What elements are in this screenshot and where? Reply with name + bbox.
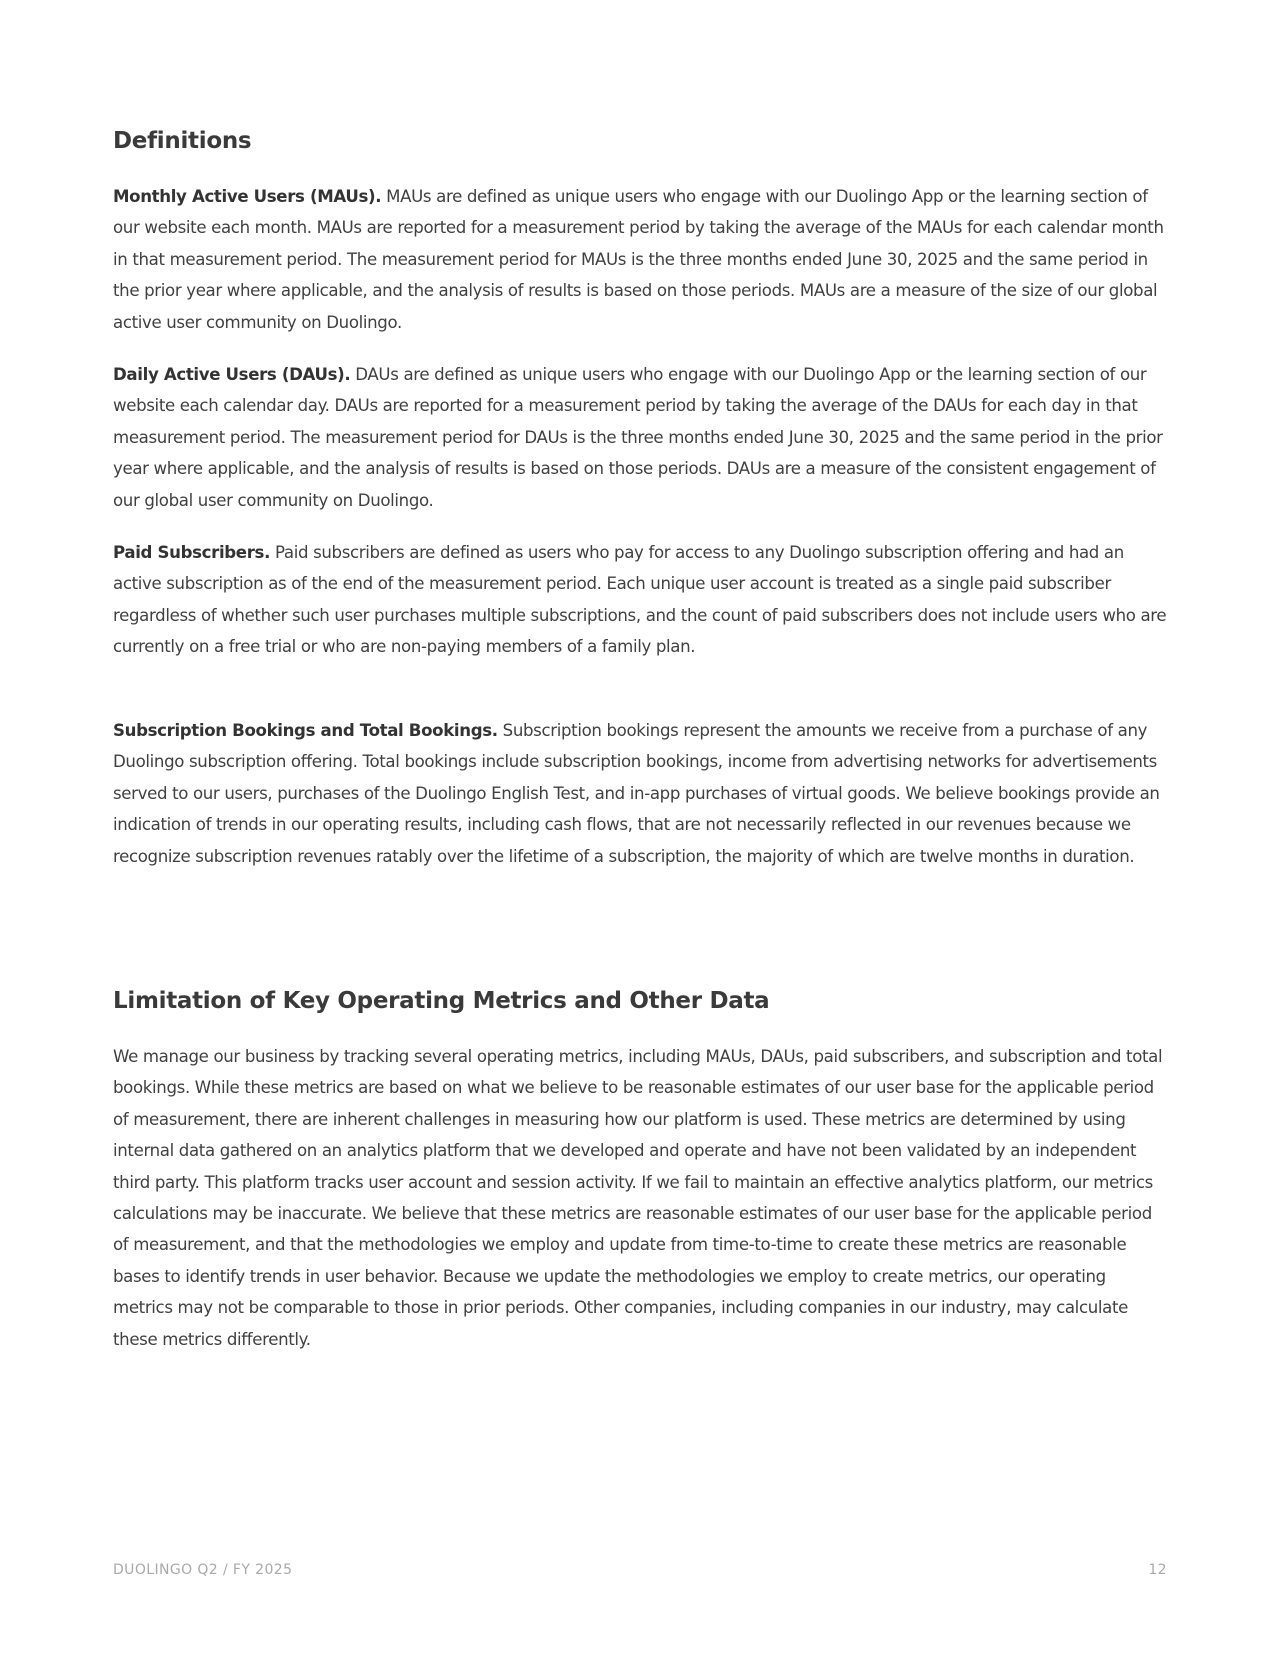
definition-term: Daily Active Users (DAUs). <box>113 365 351 384</box>
definition-daus <box>113 359 1167 516</box>
limitation-paragraph: We manage our business by tracking several operating metrics, including MAUs, DAUs, paid subscribers, and subscription and total bookings. While these metrics are based on what we believe to be reasonable estimates of our user base for the applicable period of measurement, there are inherent challenges in measuring how our platform is used. These metrics are determined by using internal data gathered on an analytics platform that we developed and operate and have not been validated by an independent third party. This platform tracks user account and session activity. If we fail to maintain an effective analytics platform, our metrics calculations may be inaccurate. We believe that these metrics are reasonable estimates of our user base for the applicable period of measurement, and that the methodologies we employ and update from time-to-time to create these metrics are reasonable bases to identify trends in user behavior. Because we update the methodologies we employ to create metrics, our operating metrics may not be comparable to those in prior periods. Other companies, including companies in our industry, may calculate these metrics differently. <box>113 1047 1163 1349</box>
definition-text: DAUs are defined as unique users who engage with our Duolingo App or the learning section of our website each calendar day. DAUs are reported for a measurement period by taking the average of the DAUs for each day in that measurement period. The measurement period for DAUs is the three months ended June 30, 2025 and the same period in the prior year where applicable, and the analysis of results is based on those periods. DAUs are a measure of the consistent engagement of our global user community on Duolingo. <box>113 365 1163 510</box>
definition-maus <box>113 181 1167 338</box>
definition-term: Subscription Bookings and Total Bookings. <box>113 721 498 740</box>
definitions-heading: Definitions <box>113 128 252 154</box>
definition-paid-subscribers <box>113 537 1167 663</box>
definition-text: Paid subscribers are defined as users who pay for access to any Duolingo subscription offering and had an active subscription as of the end of the measurement period. Each unique user account is treated as a single paid subscriber regardless of whether such user purchases multiple subscriptions, and the count of paid subscribers does not include users who are currently on a free trial or who are non-paying members of a family plan. <box>113 543 1167 657</box>
definition-bookings <box>113 715 1167 872</box>
limitation-heading: Limitation of Key Operating Metrics and Other Data <box>113 988 770 1014</box>
footer-report-label: DUOLINGO Q2 / FY 2025 <box>113 1562 293 1578</box>
definition-term: Paid Subscribers. <box>113 543 271 562</box>
page-number: 12 <box>1148 1562 1167 1578</box>
definition-term: Monthly Active Users (MAUs). <box>113 187 382 206</box>
definition-text: MAUs are defined as unique users who engage with our Duolingo App or the learning section of our website each month. MAUs are reported for a measurement period by taking the average of the MAUs for each calendar month in that measurement period. The measurement period for MAUs is the three months ended June 30, 2025 and the same period in the prior year where applicable, and the analysis of results is based on those periods. MAUs are a measure of the size of our global active user community on Duolingo. <box>113 187 1164 332</box>
definition-text: Subscription bookings represent the amounts we receive from a purchase of any Duolingo subscription offering. Total bookings include subscription bookings, income from advertising networks for advertisements served to our users, purchases of the Duolingo English Test, and in-app purchases of virtual goods. We believe bookings provide an indication of trends in our operating results, including cash flows, that are not necessarily reflected in our revenues because we recognize subscription revenues ratably over the lifetime of a subscription, the majority of which are twelve months in duration. <box>113 721 1160 866</box>
